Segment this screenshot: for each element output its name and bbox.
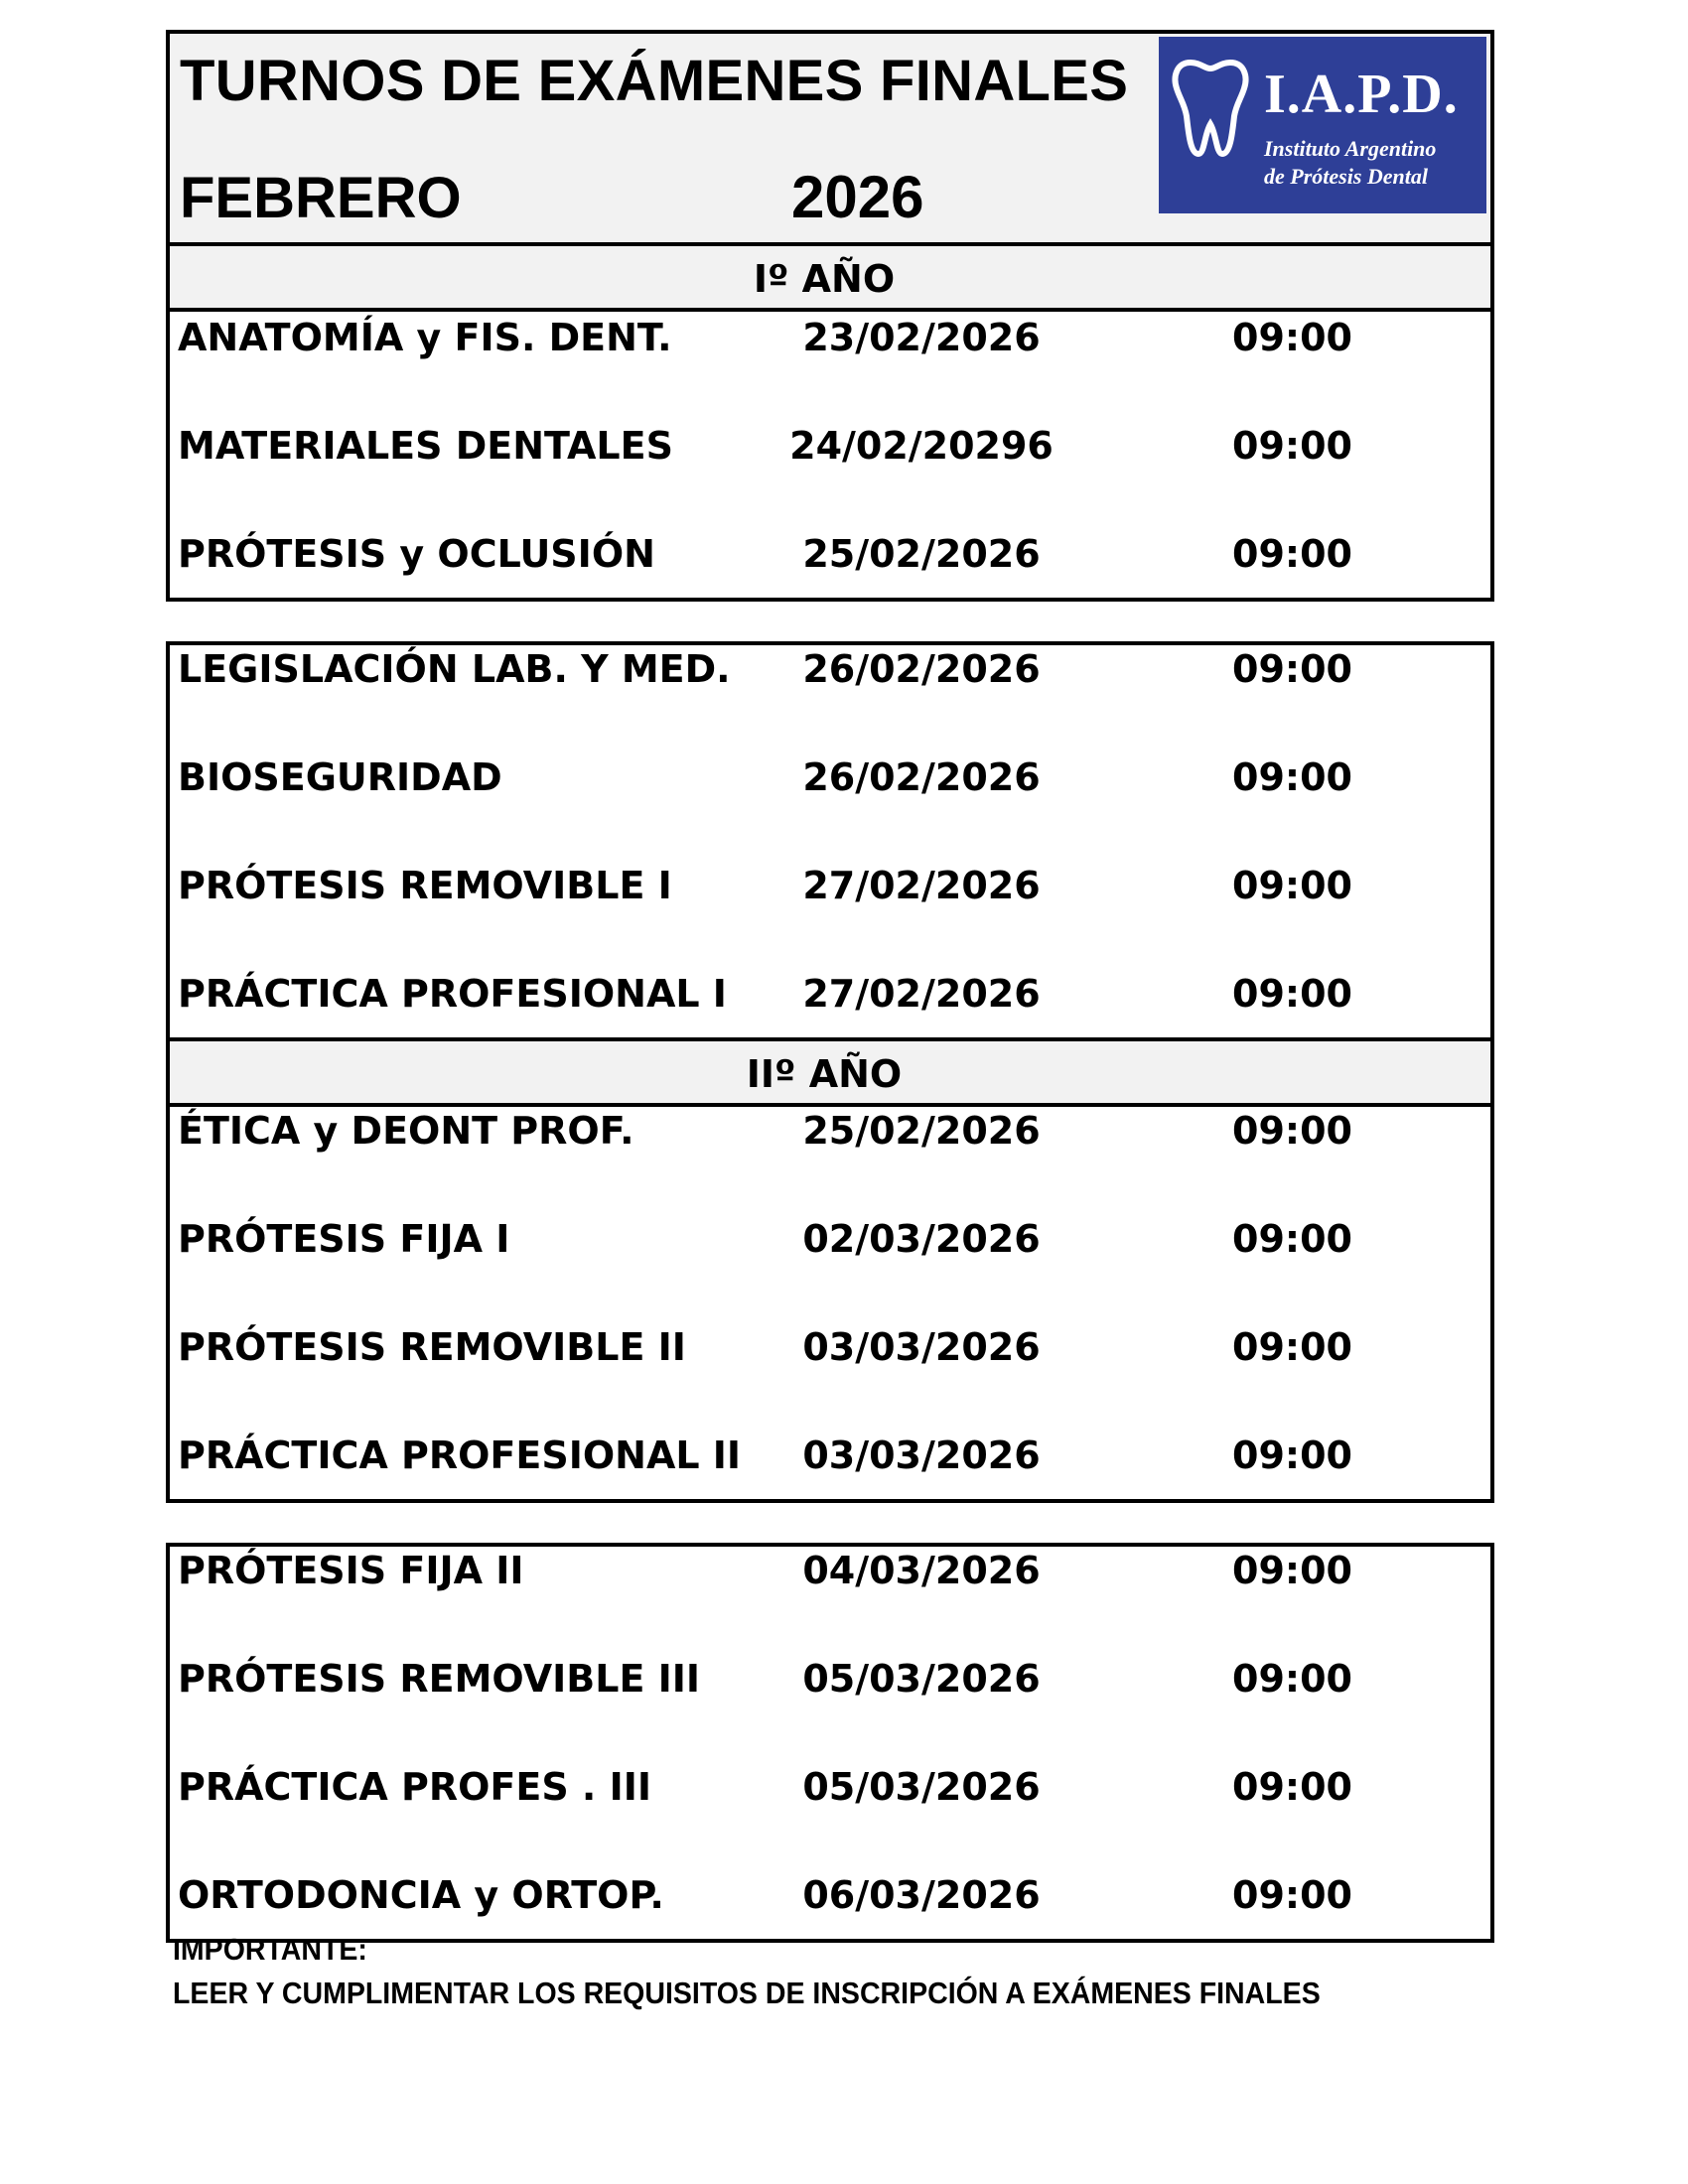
exam-date: 03/03/2026 — [802, 1433, 1041, 1477]
exam-date: 26/02/2026 — [802, 755, 1041, 799]
exam-subject: BIOSEGURIDAD — [178, 755, 502, 799]
exam-date: 24/02/20296 — [789, 424, 1054, 468]
exam-date: 27/02/2026 — [802, 972, 1041, 1016]
exam-date: 27/02/2026 — [802, 864, 1041, 907]
exam-date: 23/02/2026 — [802, 316, 1041, 359]
exam-time: 09:00 — [1232, 1217, 1352, 1261]
exam-row — [170, 424, 1490, 532]
exam-subject: PRÓTESIS FIJA II — [178, 1549, 524, 1592]
exam-subject: ANATOMÍA y FIS. DENT. — [178, 316, 672, 359]
exam-subject: PRÓTESIS REMOVIBLE II — [178, 1325, 686, 1369]
exam-date: 25/02/2026 — [802, 532, 1041, 576]
schedule-box-3 — [166, 1543, 1494, 1943]
exam-subject: ORTODONCIA y ORTOP. — [178, 1873, 664, 1917]
logo-name: I.A.P.D. — [1264, 64, 1459, 125]
exam-time: 09:00 — [1232, 864, 1352, 907]
exam-time: 09:00 — [1232, 1325, 1352, 1369]
exam-date: 05/03/2026 — [802, 1657, 1041, 1701]
year-1-block-b — [170, 645, 1490, 1037]
exam-subject: PRÁCTICA PROFES . III — [178, 1765, 652, 1809]
iapd-logo — [1159, 37, 1486, 213]
exam-date: 06/03/2026 — [802, 1873, 1041, 1917]
schedule-box-1 — [166, 30, 1494, 602]
exam-row — [170, 316, 1490, 424]
exam-time: 09:00 — [1232, 647, 1352, 691]
exam-date: 04/03/2026 — [802, 1549, 1041, 1592]
exam-time: 09:00 — [1232, 316, 1352, 359]
footer-requirements: LEER Y CUMPLIMENTAR LOS REQUISITOS DE INSCRIPCIÓN A EXÁMENES FINALES — [173, 1976, 1321, 2010]
exam-subject: PRÓTESIS FIJA I — [178, 1217, 510, 1261]
exam-row — [170, 1549, 1490, 1657]
exam-row — [170, 1433, 1490, 1499]
exam-time: 09:00 — [1232, 1765, 1352, 1809]
exam-date: 03/03/2026 — [802, 1325, 1041, 1369]
year-label: 2026 — [791, 164, 924, 230]
year-1-label: Iº AÑO — [753, 257, 896, 301]
exam-schedule — [166, 30, 1494, 1943]
exam-row — [170, 755, 1490, 864]
exam-subject: PRÁCTICA PROFESIONAL I — [178, 972, 727, 1016]
exam-row — [170, 1657, 1490, 1765]
schedule-box-2 — [166, 641, 1494, 1503]
exam-time: 09:00 — [1232, 1873, 1352, 1917]
exam-time: 09:00 — [1232, 1433, 1352, 1477]
exam-subject: LEGISLACIÓN LAB. Y MED. — [178, 647, 731, 691]
exam-subject: ÉTICA y DEONT PROF. — [178, 1109, 634, 1153]
exam-row — [170, 1765, 1490, 1873]
footer-important: IMPORTANTE: — [173, 1932, 367, 1967]
logo-subtitle-1: Instituto Argentino — [1264, 136, 1437, 161]
exam-subject: PRÁCTICA PROFESIONAL II — [178, 1433, 742, 1477]
year-3-block-a — [170, 1547, 1490, 1939]
year-2-label: IIº AÑO — [746, 1052, 903, 1096]
exam-date: 25/02/2026 — [802, 1109, 1041, 1153]
exam-date: 26/02/2026 — [802, 647, 1041, 691]
exam-time: 09:00 — [1232, 755, 1352, 799]
exam-date: 02/03/2026 — [802, 1217, 1041, 1261]
exam-subject: PRÓTESIS REMOVIBLE I — [178, 864, 672, 907]
logo-subtitle-2: de Prótesis Dental — [1264, 164, 1428, 189]
exam-subject: PRÓTESIS REMOVIBLE III — [178, 1657, 701, 1701]
exam-time: 09:00 — [1232, 1109, 1352, 1153]
exam-time: 09:00 — [1232, 1549, 1352, 1592]
exam-date: 05/03/2026 — [802, 1765, 1041, 1809]
exam-row — [170, 1109, 1490, 1217]
exam-subject: MATERIALES DENTALES — [178, 424, 673, 468]
schedule-header — [170, 34, 1490, 246]
exam-row — [170, 1873, 1490, 1939]
year-2-heading — [170, 1037, 1490, 1107]
year-1-heading — [170, 246, 1490, 312]
page-title: TURNOS DE EXÁMENES FINALES — [180, 49, 1129, 113]
exam-time: 09:00 — [1232, 1657, 1352, 1701]
exam-row — [170, 972, 1490, 1037]
year-1-block-a — [170, 312, 1490, 598]
exam-time: 09:00 — [1232, 532, 1352, 576]
exam-row — [170, 647, 1490, 755]
exam-row — [170, 864, 1490, 972]
month-label: FEBRERO — [180, 166, 462, 230]
exam-time: 09:00 — [1232, 972, 1352, 1016]
exam-row — [170, 1325, 1490, 1433]
exam-time: 09:00 — [1232, 424, 1352, 468]
tooth-icon — [1171, 55, 1250, 164]
exam-row — [170, 532, 1490, 598]
exam-row — [170, 1217, 1490, 1325]
exam-subject: PRÓTESIS y OCLUSIÓN — [178, 532, 655, 576]
year-2-block-a — [170, 1107, 1490, 1499]
